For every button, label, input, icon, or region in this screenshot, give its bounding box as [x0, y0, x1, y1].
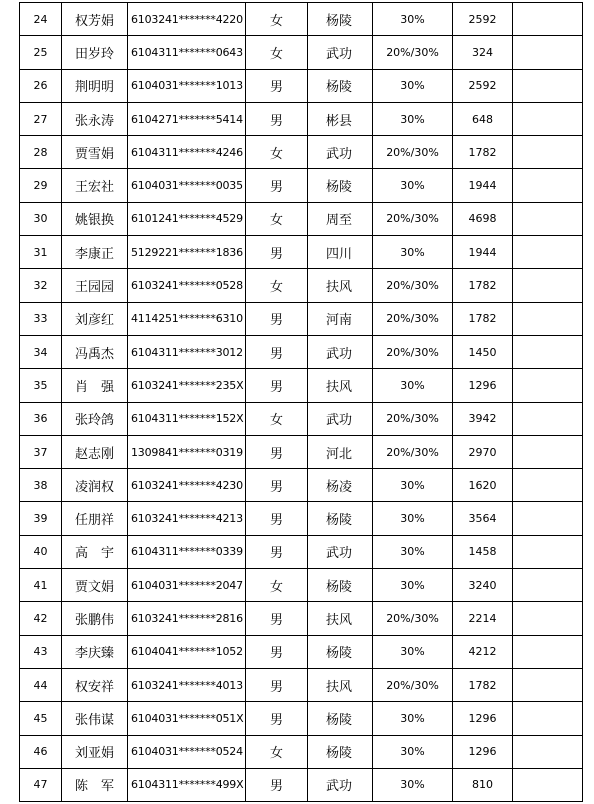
row-number-cell: 34 [20, 335, 62, 368]
subsidy-ratio-cell: 30% [373, 236, 453, 269]
amount-cell: 810 [453, 768, 513, 801]
id-number-cell: 5129221*******1836 [128, 236, 246, 269]
person-name-cell: 赵志刚 [62, 435, 128, 468]
empty-cell-cell [513, 69, 583, 102]
empty-cell-cell [513, 502, 583, 535]
table-row [20, 535, 583, 568]
subsidy-ratio-cell: 20%/30% [373, 335, 453, 368]
table-row [20, 136, 583, 169]
id-number-cell: 6103241*******235X [128, 369, 246, 402]
table-row [20, 202, 583, 235]
empty-cell-cell [513, 602, 583, 635]
amount-cell: 1782 [453, 668, 513, 701]
row-number-cell: 29 [20, 169, 62, 202]
person-name-cell: 张伟谋 [62, 702, 128, 735]
empty-cell-cell [513, 435, 583, 468]
origin-place-cell: 武功 [308, 768, 373, 801]
empty-cell-cell [513, 535, 583, 568]
origin-place-cell: 武功 [308, 535, 373, 568]
id-number-cell: 6104031*******0035 [128, 169, 246, 202]
row-number-cell: 40 [20, 535, 62, 568]
origin-place-cell: 武功 [308, 36, 373, 69]
person-name-cell: 李庆臻 [62, 635, 128, 668]
amount-cell: 324 [453, 36, 513, 69]
table-row [20, 236, 583, 269]
person-name-cell: 高 宇 [62, 535, 128, 568]
origin-place-cell: 杨凌 [308, 469, 373, 502]
empty-cell-cell [513, 102, 583, 135]
row-number-cell: 30 [20, 202, 62, 235]
gender-cell: 男 [246, 369, 308, 402]
subsidy-ratio-cell: 20%/30% [373, 136, 453, 169]
id-number-cell: 6103241*******4220 [128, 3, 246, 36]
gender-cell: 男 [246, 768, 308, 801]
id-number-cell: 1309841*******0319 [128, 435, 246, 468]
table-row [20, 302, 583, 335]
table-row [20, 69, 583, 102]
id-number-cell: 4114251*******6310 [128, 302, 246, 335]
gender-cell: 男 [246, 535, 308, 568]
subsidy-ratio-cell: 20%/30% [373, 202, 453, 235]
amount-cell: 1620 [453, 469, 513, 502]
id-number-cell: 6103241*******0528 [128, 269, 246, 302]
origin-place-cell: 武功 [308, 136, 373, 169]
empty-cell-cell [513, 236, 583, 269]
subsidy-ratio-cell: 30% [373, 768, 453, 801]
subsidy-ratio-cell: 30% [373, 735, 453, 768]
amount-cell: 2970 [453, 435, 513, 468]
subsidy-ratio-cell: 30% [373, 169, 453, 202]
gender-cell: 女 [246, 3, 308, 36]
origin-place-cell: 河北 [308, 435, 373, 468]
origin-place-cell: 杨陵 [308, 502, 373, 535]
row-number-cell: 44 [20, 668, 62, 701]
amount-cell: 1296 [453, 369, 513, 402]
subsidy-ratio-cell: 20%/30% [373, 435, 453, 468]
row-number-cell: 32 [20, 269, 62, 302]
table-row [20, 102, 583, 135]
person-name-cell: 田岁玲 [62, 36, 128, 69]
subsidy-ratio-cell: 20%/30% [373, 36, 453, 69]
origin-place-cell: 杨陵 [308, 569, 373, 602]
subsidy-ratio-cell: 20%/30% [373, 302, 453, 335]
subsidy-ratio-cell: 30% [373, 535, 453, 568]
person-name-cell: 任朋祥 [62, 502, 128, 535]
id-number-cell: 6104311*******0643 [128, 36, 246, 69]
gender-cell: 男 [246, 102, 308, 135]
empty-cell-cell [513, 269, 583, 302]
table-row [20, 735, 583, 768]
empty-cell-cell [513, 569, 583, 602]
table-body [20, 3, 583, 802]
subsidy-ratio-cell: 30% [373, 69, 453, 102]
empty-cell-cell [513, 635, 583, 668]
person-name-cell: 王园园 [62, 269, 128, 302]
origin-place-cell: 武功 [308, 335, 373, 368]
person-name-cell: 刘亚娟 [62, 735, 128, 768]
origin-place-cell: 武功 [308, 402, 373, 435]
amount-cell: 1944 [453, 236, 513, 269]
origin-place-cell: 扶风 [308, 602, 373, 635]
amount-cell: 1450 [453, 335, 513, 368]
empty-cell-cell [513, 668, 583, 701]
person-name-cell: 张鹏伟 [62, 602, 128, 635]
id-number-cell: 6104041*******1052 [128, 635, 246, 668]
person-name-cell: 陈 军 [62, 768, 128, 801]
row-number-cell: 43 [20, 635, 62, 668]
gender-cell: 女 [246, 569, 308, 602]
id-number-cell: 6104271*******5414 [128, 102, 246, 135]
person-name-cell: 荆明明 [62, 69, 128, 102]
amount-cell: 1296 [453, 702, 513, 735]
gender-cell: 女 [246, 36, 308, 69]
gender-cell: 男 [246, 702, 308, 735]
row-number-cell: 24 [20, 3, 62, 36]
id-number-cell: 6101241*******4529 [128, 202, 246, 235]
gender-cell: 男 [246, 668, 308, 701]
id-number-cell: 6104311*******4246 [128, 136, 246, 169]
subsidy-ratio-cell: 20%/30% [373, 269, 453, 302]
gender-cell: 女 [246, 202, 308, 235]
id-number-cell: 6104031*******0524 [128, 735, 246, 768]
origin-place-cell: 扶风 [308, 668, 373, 701]
origin-place-cell: 扶风 [308, 369, 373, 402]
person-name-cell: 张玲鸽 [62, 402, 128, 435]
person-name-cell: 张永涛 [62, 102, 128, 135]
subsidy-ratio-cell: 30% [373, 702, 453, 735]
origin-place-cell: 四川 [308, 236, 373, 269]
gender-cell: 男 [246, 602, 308, 635]
gender-cell: 女 [246, 269, 308, 302]
subsidy-ratio-cell: 30% [373, 3, 453, 36]
id-number-cell: 6103241*******4230 [128, 469, 246, 502]
row-number-cell: 39 [20, 502, 62, 535]
id-number-cell: 6103241*******4213 [128, 502, 246, 535]
origin-place-cell: 杨陵 [308, 735, 373, 768]
person-name-cell: 权芳娟 [62, 3, 128, 36]
person-name-cell: 刘彦红 [62, 302, 128, 335]
gender-cell: 女 [246, 402, 308, 435]
gender-cell: 男 [246, 236, 308, 269]
person-name-cell: 王宏社 [62, 169, 128, 202]
table-row [20, 502, 583, 535]
empty-cell-cell [513, 768, 583, 801]
amount-cell: 3564 [453, 502, 513, 535]
gender-cell: 男 [246, 502, 308, 535]
gender-cell: 女 [246, 136, 308, 169]
row-number-cell: 46 [20, 735, 62, 768]
table-row [20, 3, 583, 36]
row-number-cell: 31 [20, 236, 62, 269]
row-number-cell: 26 [20, 69, 62, 102]
empty-cell-cell [513, 469, 583, 502]
origin-place-cell: 杨陵 [308, 3, 373, 36]
row-number-cell: 37 [20, 435, 62, 468]
id-number-cell: 6104031*******1013 [128, 69, 246, 102]
gender-cell: 男 [246, 169, 308, 202]
id-number-cell: 6104311*******0339 [128, 535, 246, 568]
gender-cell: 男 [246, 302, 308, 335]
empty-cell-cell [513, 369, 583, 402]
empty-cell-cell [513, 202, 583, 235]
gender-cell: 男 [246, 435, 308, 468]
amount-cell: 4698 [453, 202, 513, 235]
amount-cell: 1296 [453, 735, 513, 768]
amount-cell: 4212 [453, 635, 513, 668]
origin-place-cell: 杨陵 [308, 635, 373, 668]
amount-cell: 648 [453, 102, 513, 135]
amount-cell: 2214 [453, 602, 513, 635]
subsidy-ratio-cell: 20%/30% [373, 668, 453, 701]
gender-cell: 男 [246, 335, 308, 368]
table-row [20, 602, 583, 635]
amount-cell: 1782 [453, 302, 513, 335]
person-name-cell: 李康正 [62, 236, 128, 269]
row-number-cell: 33 [20, 302, 62, 335]
person-name-cell: 权安祥 [62, 668, 128, 701]
origin-place-cell: 河南 [308, 302, 373, 335]
person-name-cell: 肖 强 [62, 369, 128, 402]
row-number-cell: 45 [20, 702, 62, 735]
table-row [20, 768, 583, 801]
origin-place-cell: 周至 [308, 202, 373, 235]
subsidy-ratio-cell: 30% [373, 635, 453, 668]
row-number-cell: 42 [20, 602, 62, 635]
person-name-cell: 凌润权 [62, 469, 128, 502]
empty-cell-cell [513, 36, 583, 69]
empty-cell-cell [513, 302, 583, 335]
empty-cell-cell [513, 335, 583, 368]
table-row [20, 369, 583, 402]
empty-cell-cell [513, 169, 583, 202]
row-number-cell: 38 [20, 469, 62, 502]
origin-place-cell: 彬县 [308, 102, 373, 135]
row-number-cell: 28 [20, 136, 62, 169]
gender-cell: 男 [246, 69, 308, 102]
subsidy-ratio-cell: 30% [373, 502, 453, 535]
person-name-cell: 姚银换 [62, 202, 128, 235]
origin-place-cell: 杨陵 [308, 702, 373, 735]
table-row [20, 335, 583, 368]
row-number-cell: 25 [20, 36, 62, 69]
empty-cell-cell [513, 3, 583, 36]
person-name-cell: 贾文娟 [62, 569, 128, 602]
data-table [19, 2, 583, 802]
subsidy-ratio-cell: 30% [373, 569, 453, 602]
id-number-cell: 6104031*******2047 [128, 569, 246, 602]
table-row [20, 269, 583, 302]
amount-cell: 2592 [453, 3, 513, 36]
subsidy-ratio-cell: 30% [373, 102, 453, 135]
table-row [20, 635, 583, 668]
row-number-cell: 41 [20, 569, 62, 602]
table-row [20, 469, 583, 502]
empty-cell-cell [513, 735, 583, 768]
id-number-cell: 6103241*******4013 [128, 668, 246, 701]
gender-cell: 男 [246, 469, 308, 502]
origin-place-cell: 杨陵 [308, 69, 373, 102]
id-number-cell: 6104311*******3012 [128, 335, 246, 368]
row-number-cell: 35 [20, 369, 62, 402]
amount-cell: 1782 [453, 269, 513, 302]
amount-cell: 1458 [453, 535, 513, 568]
gender-cell: 男 [246, 635, 308, 668]
subsidy-ratio-cell: 30% [373, 369, 453, 402]
table-row [20, 169, 583, 202]
table-row [20, 569, 583, 602]
id-number-cell: 6103241*******2816 [128, 602, 246, 635]
table-row [20, 668, 583, 701]
table-row [20, 402, 583, 435]
amount-cell: 3240 [453, 569, 513, 602]
subsidy-ratio-cell: 20%/30% [373, 402, 453, 435]
gender-cell: 女 [246, 735, 308, 768]
amount-cell: 3942 [453, 402, 513, 435]
origin-place-cell: 杨陵 [308, 169, 373, 202]
person-name-cell: 冯禹杰 [62, 335, 128, 368]
amount-cell: 2592 [453, 69, 513, 102]
amount-cell: 1782 [453, 136, 513, 169]
amount-cell: 1944 [453, 169, 513, 202]
table-row [20, 702, 583, 735]
subsidy-ratio-cell: 30% [373, 469, 453, 502]
subsidy-ratio-cell: 20%/30% [373, 602, 453, 635]
origin-place-cell: 扶风 [308, 269, 373, 302]
empty-cell-cell [513, 702, 583, 735]
table-row [20, 435, 583, 468]
empty-cell-cell [513, 136, 583, 169]
id-number-cell: 6104031*******051X [128, 702, 246, 735]
row-number-cell: 36 [20, 402, 62, 435]
row-number-cell: 47 [20, 768, 62, 801]
row-number-cell: 27 [20, 102, 62, 135]
id-number-cell: 6104311*******499X [128, 768, 246, 801]
id-number-cell: 6104311*******152X [128, 402, 246, 435]
empty-cell-cell [513, 402, 583, 435]
table-row [20, 36, 583, 69]
person-name-cell: 贾雪娟 [62, 136, 128, 169]
